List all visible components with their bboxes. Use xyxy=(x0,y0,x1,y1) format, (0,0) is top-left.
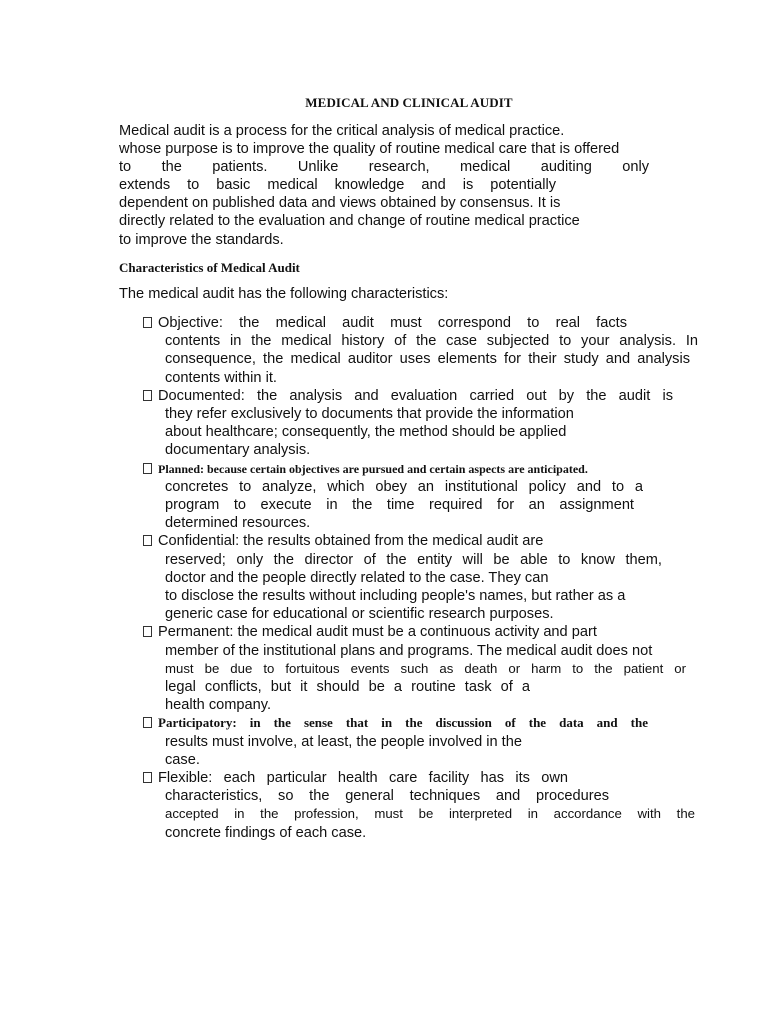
list-item xyxy=(143,769,698,842)
list-item-first-line: Permanent: the medical audit must be a continuous activity and part xyxy=(143,623,698,641)
intro-line: extends to basic medical knowledge and is potentially xyxy=(119,177,556,194)
list-item xyxy=(143,714,698,769)
section-heading: Characteristics of Medical Audit xyxy=(119,260,300,275)
list-item-first-line: Planned: because certain objectives are pursued and certain aspects are anticipated. xyxy=(143,460,698,478)
page-title: MEDICAL AND CLINICAL AUDIT xyxy=(305,95,513,110)
checkbox-bullet-icon xyxy=(143,535,152,546)
checkbox-bullet-icon xyxy=(143,390,152,401)
intro-line: directly related to the evaluation and change of routine medical practice xyxy=(119,213,580,230)
list-item xyxy=(143,387,698,460)
list-item xyxy=(143,532,698,623)
list-item-line: consequence, the medical auditor uses elements for their study and analysis xyxy=(165,351,690,368)
intro-paragraph xyxy=(119,122,679,249)
list-item-line: reserved; only the director of the entity will be able to know them, xyxy=(165,551,662,568)
intro-line: to improve the standards. xyxy=(119,231,284,248)
list-item-line: concretes to analyze, which obey an institutional policy and to a xyxy=(165,478,643,495)
list-item xyxy=(143,623,698,714)
list-item-line: member of the institutional plans and programs. The medical audit does not xyxy=(165,642,653,659)
intro-line: to the patients. Unlike research, medical auditing only xyxy=(119,159,649,176)
characteristics-list xyxy=(143,314,698,842)
list-item-first-line: Objective: the medical audit must correspond to real facts xyxy=(143,314,627,332)
list-item-first-line: Documented: the analysis and evaluation carried out by the audit is xyxy=(143,387,673,405)
list-item-line: contents within it. xyxy=(165,369,277,386)
checkbox-bullet-icon xyxy=(143,463,152,474)
list-item-line: health company. xyxy=(165,697,272,714)
list-item-line: legal conflicts, but it should be a routine task of a xyxy=(165,679,530,696)
intro-line: dependent on published data and views obtained by consensus. It is xyxy=(119,195,561,212)
list-item-line: must be due to fortuitous events such as death or harm to the patient or xyxy=(165,660,686,676)
list-item-first-line: Confidential: the results obtained from the medical audit are xyxy=(143,532,698,550)
intro-line: whose purpose is to improve the quality of routine medical care that is offered xyxy=(119,141,620,158)
list-item-line: case. xyxy=(165,751,200,768)
list-item-line: they refer exclusively to documents that provide the information xyxy=(165,406,574,423)
list-item xyxy=(143,460,698,533)
intro-line: Medical audit is a process for the critical analysis of medical practice. xyxy=(119,123,565,139)
list-item-line: documentary analysis. xyxy=(165,442,311,459)
list-item-line: generic case for educational or scientific research purposes. xyxy=(165,606,554,623)
list-item xyxy=(143,314,698,387)
list-item-line: to disclose the results without including people's names, but rather as a xyxy=(165,588,626,605)
section-lead: The medical audit has the following characteristics: xyxy=(119,286,449,302)
list-item-line: program to execute in the time required for an assignment xyxy=(165,497,634,514)
checkbox-bullet-icon xyxy=(143,717,152,728)
list-item-first-line: Participatory: in the sense that in the discussion of the data and the xyxy=(143,714,648,732)
list-item-line: concrete findings of each case. xyxy=(165,824,367,841)
list-item-line: contents in the medical history of the case subjected to your analysis. In xyxy=(165,333,698,350)
checkbox-bullet-icon xyxy=(143,626,152,637)
list-item-line: characteristics, so the general techniques and procedures xyxy=(165,788,609,805)
list-item-first-line: Flexible: each particular health care facility has its own xyxy=(143,769,568,787)
list-item-line: about healthcare; consequently, the method should be applied xyxy=(165,424,567,441)
list-item-line: determined resources. xyxy=(165,515,311,532)
list-item-line: doctor and the people directly related to the case. They can xyxy=(165,569,549,586)
checkbox-bullet-icon xyxy=(143,317,152,328)
checkbox-bullet-icon xyxy=(143,772,152,783)
list-item-line: accepted in the profession, must be interpreted in accordance with the xyxy=(165,806,695,822)
list-item-line: results must involve, at least, the people involved in the xyxy=(165,733,522,750)
